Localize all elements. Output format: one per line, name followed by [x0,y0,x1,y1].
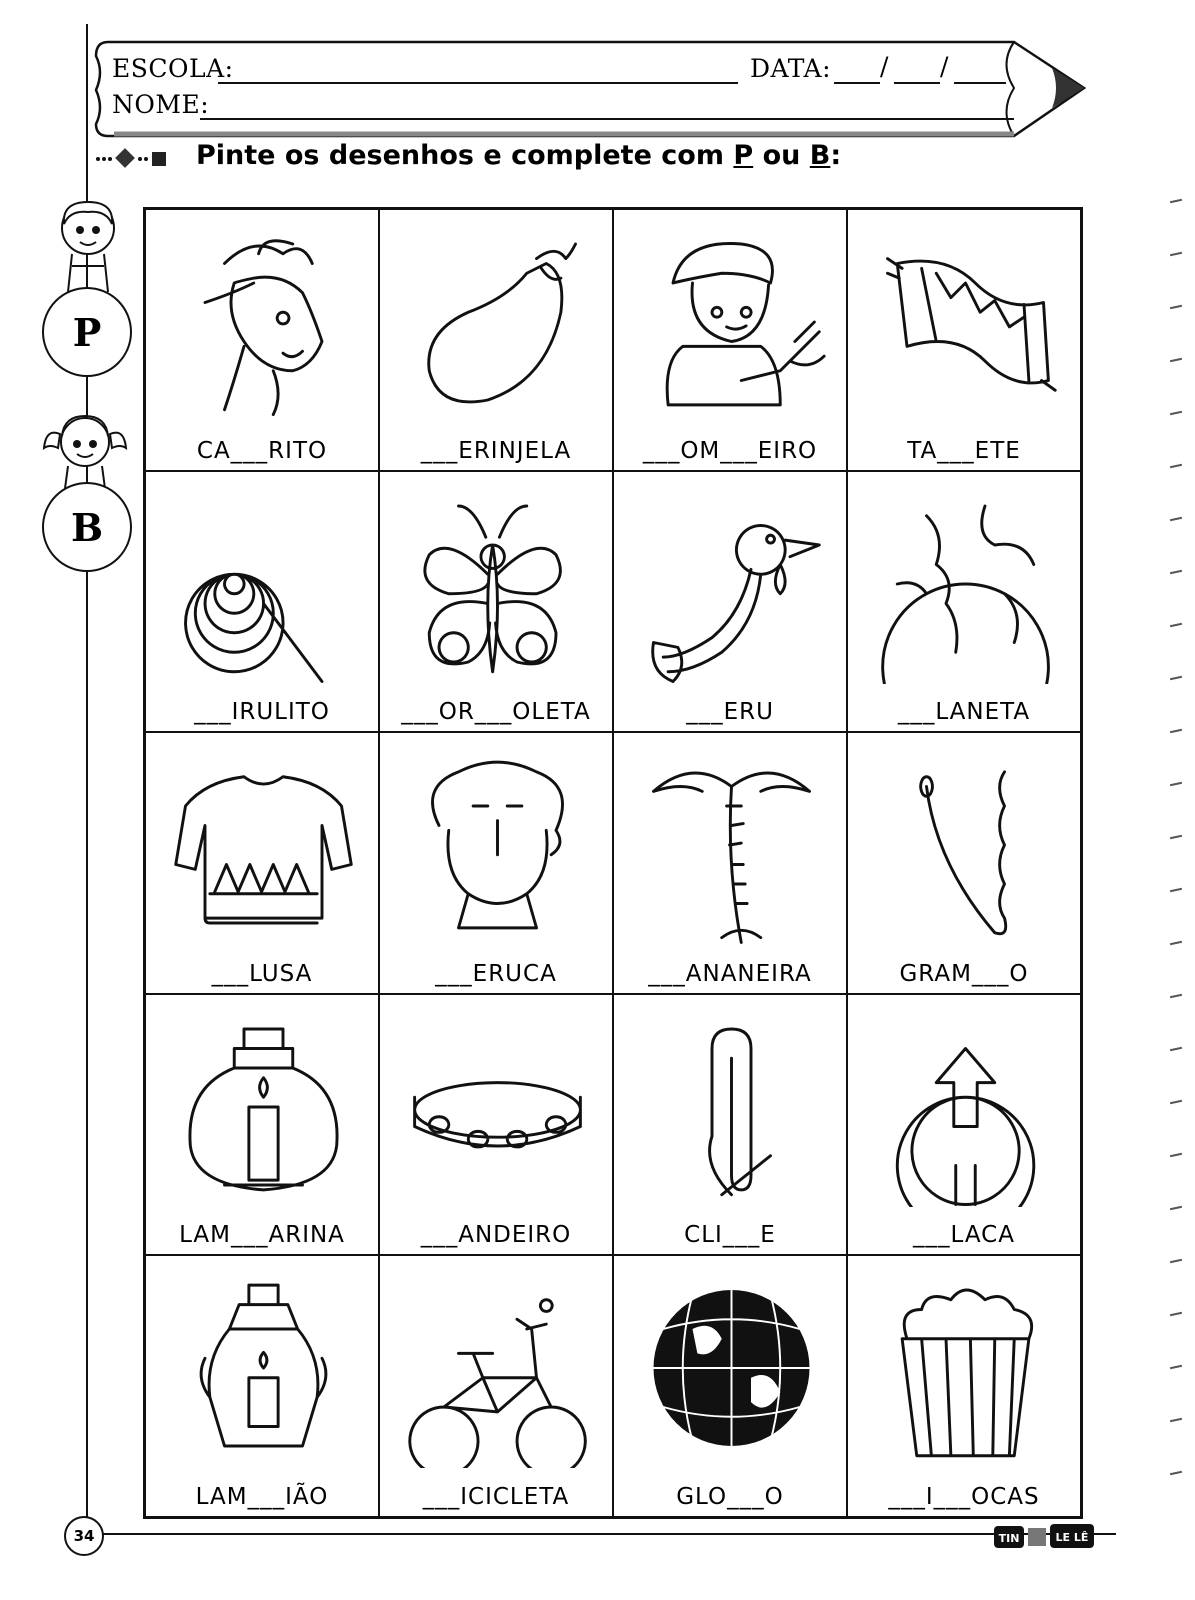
notebook-tick [1170,1100,1182,1104]
exercise-cell [613,732,847,994]
notebook-tick [1170,1471,1182,1475]
name-input[interactable] [200,118,1014,120]
turkey-icon[interactable] [634,484,829,684]
brand-text-1: TIN [998,1532,1020,1545]
notebook-tick [1170,517,1182,521]
rug-icon[interactable] [868,222,1063,422]
butterfly-icon[interactable] [400,484,595,684]
fill-in-word[interactable]: ___OR___OLETA [401,699,591,726]
notebook-tick [1170,411,1182,415]
exercise-cell [379,209,613,471]
exercise-cell [613,1255,847,1517]
notebook-tick [1170,252,1182,256]
notebook-tick [1170,1418,1182,1422]
lollipop-icon[interactable] [166,484,361,684]
school-label: ESCOLA: [112,54,234,83]
fill-in-word[interactable]: CA___RITO [196,437,328,464]
exercise-cell [847,994,1081,1256]
notebook-tick [1170,1206,1182,1210]
date-day-input[interactable] [834,82,880,84]
fill-in-word[interactable]: ___OM___EIRO [642,437,818,464]
page-bottom-line [86,1533,1116,1535]
fireman-icon[interactable] [634,222,829,422]
sign-icon[interactable] [868,1007,1063,1207]
name-label: NOME: [112,90,210,119]
exercise-cell [847,1255,1081,1517]
lamp-icon[interactable] [166,1007,361,1207]
paperclip-icon[interactable] [634,1007,829,1207]
instruction-letter-b: B [809,140,831,171]
notebook-tick [1170,305,1182,309]
instruction-text [196,140,841,171]
planet-icon[interactable] [868,484,1063,684]
notebook-tick [1170,464,1182,468]
exercise-cell [379,1255,613,1517]
notebook-tick [1170,888,1182,892]
exercise-cell [847,209,1081,471]
fill-in-word[interactable]: LAM___IÃO [195,1484,329,1510]
exercise-cell [379,732,613,994]
side-letter-b: B [42,482,132,572]
notebook-tick [1170,199,1182,203]
boy-character-icon [48,196,128,296]
fill-in-word[interactable]: GRAM___O [899,960,1029,987]
brand-logo-icon [992,1522,1096,1550]
exercise-cell [379,994,613,1256]
school-input[interactable] [218,82,738,84]
notebook-tick [1170,1153,1182,1157]
sweater-icon[interactable] [166,745,361,945]
instruction-middle: ou [753,140,810,171]
date-year-input[interactable] [954,82,1006,84]
notebook-tick [1170,570,1182,574]
notebook-tick [1170,676,1182,680]
bicycle-icon[interactable] [400,1268,595,1468]
instruction-prefix: Pinte os desenhos e complete com [196,140,734,171]
eggplant-icon[interactable] [400,222,595,422]
fill-in-word[interactable]: ___ICICLETA [422,1484,570,1510]
notebook-tick [1170,1047,1182,1051]
fill-in-word[interactable]: ___ERINJELA [420,437,572,464]
side-letter-p: P [42,287,132,377]
fill-in-word[interactable]: ___ANANEIRA [648,960,812,987]
notebook-tick [1170,782,1182,786]
exercise-cell [613,209,847,471]
exercise-grid [143,207,1083,1519]
fill-in-word[interactable]: ___ERU [686,699,774,726]
decorative-dots-icon [94,148,184,170]
goat-icon[interactable] [166,222,361,422]
lantern-icon[interactable] [166,1268,361,1468]
exercise-cell [145,732,379,994]
hairpin-icon[interactable] [868,745,1063,945]
exercise-cell [145,209,379,471]
notebook-tick [1170,358,1182,362]
notebook-tick [1170,1259,1182,1263]
wig-icon[interactable] [400,745,595,945]
brand-text-2: LE LÊ [1055,1531,1089,1544]
fill-in-word[interactable]: ___ERUCA [435,960,557,987]
fill-in-word[interactable]: ___LANETA [897,699,1031,726]
fill-in-word[interactable]: TA___ETE [907,437,1021,464]
exercise-cell [145,994,379,1256]
date-month-input[interactable] [894,82,940,84]
notebook-tick [1170,835,1182,839]
fill-in-word[interactable]: ___ANDEIRO [420,1222,572,1249]
notebook-tick [1170,994,1182,998]
banana-tree-icon[interactable] [634,745,829,945]
exercise-cell [847,732,1081,994]
exercise-cell [613,994,847,1256]
notebook-tick [1170,941,1182,945]
exercise-cell [379,471,613,733]
notebook-tick [1170,1365,1182,1369]
notebook-tick [1170,1312,1182,1316]
date-separator: / [940,52,949,81]
fill-in-word[interactable]: LAM___ARINA [179,1222,345,1249]
instruction-letter-p: P [733,140,754,171]
page-number: 34 [64,1516,104,1556]
exercise-cell [847,471,1081,733]
exercise-cell [145,1255,379,1517]
fill-in-word[interactable]: ___LUSA [211,960,313,987]
fill-in-word[interactable]: ___IRULITO [194,699,330,726]
date-separator: / [880,52,889,81]
instruction-suffix: : [830,140,842,171]
fill-in-word[interactable]: ___I___OCAS [888,1484,1040,1510]
globe-icon[interactable] [634,1268,829,1468]
fill-in-word[interactable]: ___LACA [913,1222,1015,1249]
exercise-cell [613,471,847,733]
notebook-tick [1170,623,1182,627]
date-label: DATA: [750,54,832,83]
exercise-cell [145,471,379,733]
popcorn-icon[interactable] [868,1268,1063,1468]
tambourine-icon[interactable] [400,1007,595,1207]
notebook-tick [1170,729,1182,733]
header-form [94,38,1094,142]
fill-in-word[interactable]: CLI___E [684,1222,776,1249]
fill-in-word[interactable]: GLO___O [676,1484,784,1510]
